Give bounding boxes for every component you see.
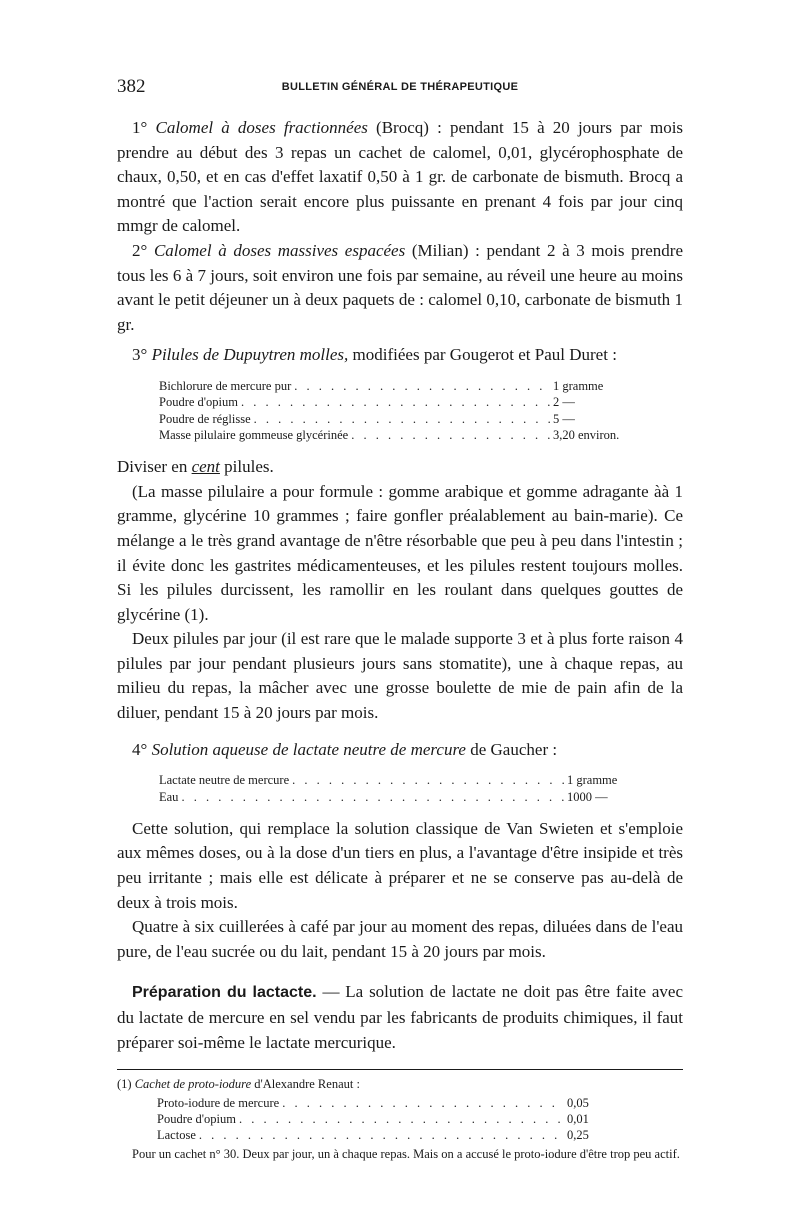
ingredient-name: Poudre d'opium <box>157 1111 236 1126</box>
ingredient-name: Proto-iodure de mercure <box>157 1095 280 1110</box>
formula-row <box>159 427 645 443</box>
divide-instruction <box>117 455 683 480</box>
section-3-number: 3° <box>132 345 148 365</box>
section-1-text: (Brocq) : pendant 15 à 20 jours par mois prendre au début des 3 repas un cachet de calomel, 0,01, glycérophosphate de chaux, 0,50, et en cas d'effet laxatif 0,50 à 1 gr. de carbonate de bismuth. Brocq a montré que l'action serait encore plus puissante en prenant 4 fois par jour cinq mmgr de calomel. <box>117 118 684 236</box>
ingredient-amount: 0,05 <box>567 1095 589 1110</box>
footnote-divider <box>117 1069 683 1070</box>
leader-dots <box>199 1127 564 1143</box>
footnote-text: d'Alexandre Renaut : <box>251 1077 360 1092</box>
dupuytren-formula <box>159 378 645 443</box>
section-4-text: de Gaucher : <box>465 739 558 759</box>
section-3-paragraph-2: Deux pilules par jour (il est rare que le malade supporte 3 et à plus forte raison 4 pilules par jour pendant plusieurs jours sans stomatite), une à chaque repas, au milieu du repas, la mâcher avec une grosse boulette de mie de pain afin de la diluer, pendant 15 à 20 jours par mois. <box>117 629 683 723</box>
section-3-text: modifiées par Gougerot et Paul Duret : <box>348 345 617 365</box>
ingredient-name: Bichlorure de mercure pur <box>159 378 292 393</box>
running-title: BULLETIN GÉNÉRAL DE THÉRAPEUTIQUE <box>281 81 519 93</box>
page-body <box>117 116 683 1162</box>
ingredient-amount: 1 gramme <box>553 378 604 393</box>
ingredient-name: Eau <box>159 789 179 804</box>
footnote-heading <box>117 1076 683 1093</box>
section-2-text: (Milian) : pendant 2 à 3 mois prendre tous les 6 à 7 jours, soit environ une fois par semaine, au réveil une heure au moins avant le petit déjeuner un à deux paquets de : calomel 0,10, carbonate de bismuth 1 gr. <box>117 240 683 334</box>
footnote-marker: (1) <box>117 1077 135 1092</box>
formula-row <box>159 789 645 805</box>
section-3-title: Pilules de Dupuytren molles, <box>151 345 349 365</box>
formula-row <box>159 411 645 427</box>
preparation-title: Préparation du lactacte. <box>132 984 317 1002</box>
formula-row <box>157 1127 627 1143</box>
section-4-paragraph-2: Quatre à six cuillerées à café par jour au moment des repas, diluées dans de l'eau pure, de l'eau sucrée ou du lait, pendant 15 à 20 jours par mois. <box>117 917 683 961</box>
ingredient-name: Lactose <box>157 1128 196 1143</box>
section-4-paragraph-1: Cette solution, qui remplace la solution classique de Van Swieten et s'emploie aux mêmes doses, ou à la dose d'un tiers en plus, a l'avantage d'être insipide et très peu irritante ; mais elle est délicate à préparer et ne se conserve pas au-delà de deux à trois mois. <box>117 818 683 912</box>
ingredient-name: Lactate neutre de mercure <box>159 773 290 788</box>
section-4-number: 4° <box>132 739 148 759</box>
leader-dots <box>241 394 550 410</box>
ingredient-amount: 2 — <box>553 395 575 410</box>
leader-dots <box>294 378 550 394</box>
preparation-paragraph <box>117 980 683 1055</box>
leader-dots <box>239 1111 564 1127</box>
footnote-title: Cachet de proto-iodure <box>134 1077 252 1092</box>
gaucher-formula <box>159 772 645 805</box>
divide-suffix: pilules. <box>219 457 274 477</box>
formula-row <box>157 1111 627 1127</box>
ingredient-amount: 0,01 <box>567 1111 589 1126</box>
page-number: 382 <box>117 76 146 97</box>
divide-prefix: Diviser en <box>117 457 192 477</box>
section-1-title: Calomel à doses fractionnées <box>155 118 368 137</box>
section-1-paragraph <box>117 116 683 239</box>
leader-dots <box>181 789 564 805</box>
footnote-formula <box>157 1095 627 1144</box>
ingredient-amount: 3,20 environ. <box>553 427 620 442</box>
ingredient-amount: 1000 — <box>567 789 608 804</box>
leader-dots <box>254 411 550 427</box>
ingredient-amount: 0,25 <box>567 1128 589 1143</box>
section-2-title: Calomel à doses massives espacées <box>153 240 406 260</box>
footnote-closing: Pour un cachet n° 30. Deux par jour, un à chaque repas. Mais on a accusé le proto-iodure d'être trop peu actif. <box>132 1146 680 1161</box>
ingredient-name: Poudre d'opium <box>159 395 238 410</box>
section-3-heading <box>117 343 683 368</box>
formula-row <box>159 772 645 788</box>
ingredient-name: Poudre de réglisse <box>159 411 251 426</box>
ingredient-amount: 5 — <box>553 411 575 426</box>
leader-dots <box>351 427 550 443</box>
section-3-paragraph-1: (La masse pilulaire a pour formule : gomme arabique et gomme adragante àà 1 gramme, glycérine 10 grammes ; faire gonfler préalablement au bain-marie). Ce mélange a le très grand avantage de n'être résorbable que peu à peu dans l'intestin ; il évite donc les gastrites médicamenteuses, et les pilules restent toujours molles. Si les pilules durcissent, les ramollir en les roulant dans quelques gouttes de glycérine (1). <box>117 481 683 624</box>
formula-row <box>159 378 645 394</box>
leader-dots <box>282 1095 564 1111</box>
section-2-number: 2° <box>132 240 148 260</box>
ingredient-amount: 1 gramme <box>567 773 618 788</box>
ingredient-name: Masse pilulaire gommeuse glycérinée <box>159 427 349 442</box>
page-header <box>117 76 683 100</box>
section-4-heading <box>117 738 683 763</box>
formula-row <box>157 1095 627 1111</box>
leader-dots <box>292 772 564 788</box>
formula-row <box>159 394 645 410</box>
section-2-paragraph <box>117 239 683 337</box>
section-4-title: Solution aqueuse de lactate neutre de mercure <box>151 739 466 759</box>
divide-emphasis: cent <box>191 457 220 477</box>
footnote <box>117 1076 683 1162</box>
section-1-number: 1° <box>132 118 148 137</box>
preparation-text: — La solution de lactate ne doit pas être faite avec du lactate de mercure en sel vendu par les fabricants de produits chimiques, il faut préparer soi-même le lactate mercurique. <box>117 982 684 1052</box>
